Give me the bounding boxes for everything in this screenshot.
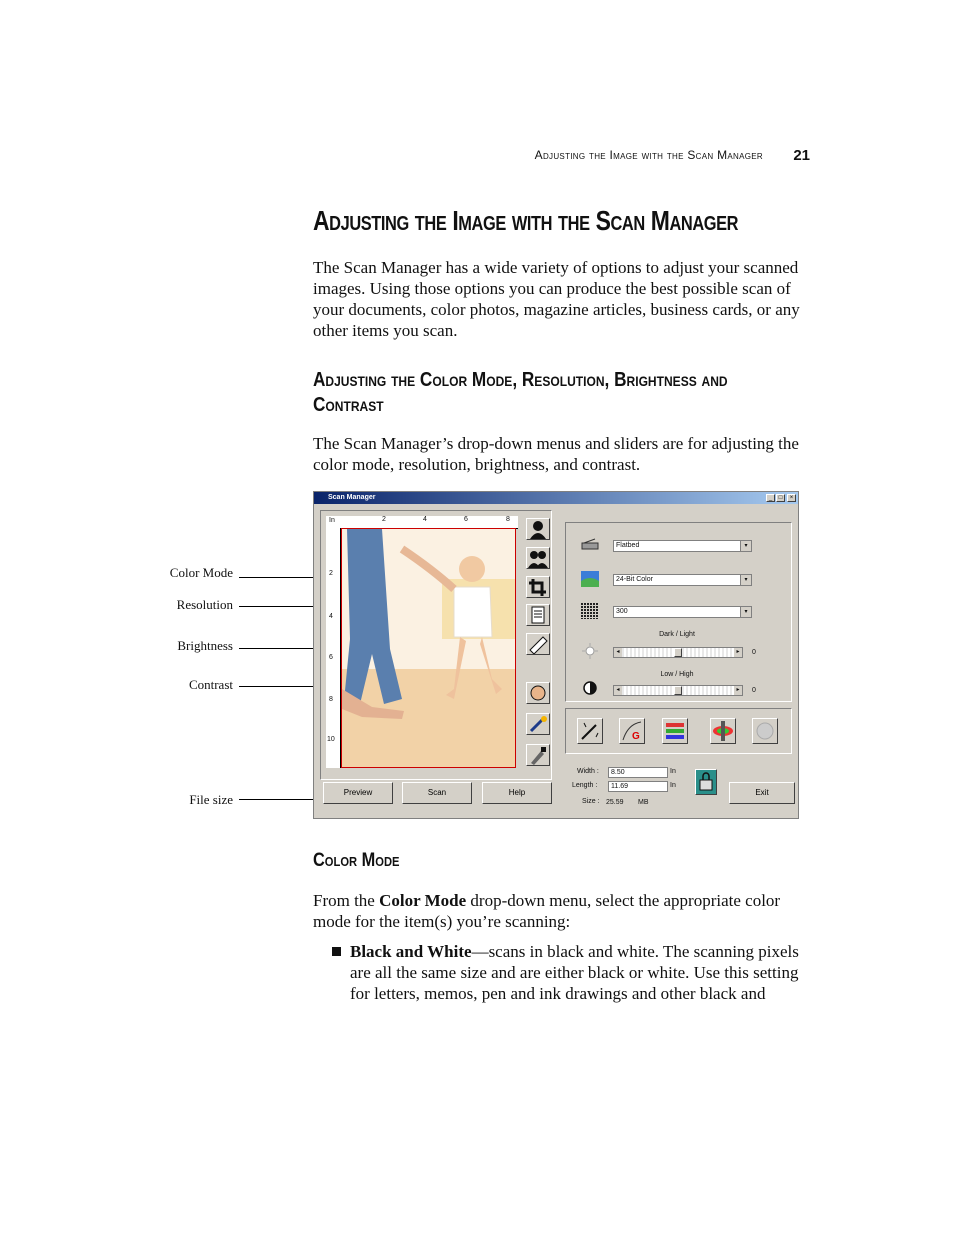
crop-button[interactable] [526, 576, 550, 598]
tool-button-1[interactable] [526, 518, 550, 540]
sharpen-button[interactable] [577, 718, 603, 744]
gamma-button[interactable] [619, 718, 645, 744]
slider-right-arrow-icon[interactable]: ▸ [734, 648, 742, 657]
bullet-text: —scans in black and white. The scanning pixels are all the same size and are either black or white. Use this setting for letters, memos, pen and ink drawings and other black and [350, 942, 799, 1003]
person-icon [527, 519, 549, 539]
width-unit: In [670, 768, 676, 775]
resolution-value: 300 [616, 608, 628, 615]
scan-manager-window [313, 491, 799, 819]
minimize-icon[interactable]: _ [766, 494, 775, 502]
ruler-left [326, 528, 341, 768]
color-mode-intro-bold: Color Mode [379, 891, 467, 910]
close-icon[interactable]: × [787, 494, 796, 502]
chevron-down-icon[interactable]: ▾ [740, 541, 751, 551]
ruler-tick: 6 [329, 654, 333, 661]
brightness-value: 0 [752, 649, 756, 656]
help-button[interactable]: Help [482, 782, 552, 804]
ruler-tick: 10 [327, 736, 335, 743]
maximize-icon[interactable]: □ [776, 494, 785, 502]
contrast-label: Low / High [660, 671, 694, 678]
subsection-paragraph: The Scan Manager’s drop-down menus and sliders are for adjusting the color mode, resolution, brightness, and contrast. [313, 434, 799, 474]
tool-button-5[interactable] [526, 633, 550, 655]
disc-icon [753, 719, 777, 743]
preview-photo-illustration [342, 529, 516, 768]
document-grid-icon [527, 605, 549, 625]
sparkle-icon [527, 714, 549, 734]
ruler-tick: 2 [329, 570, 333, 577]
ruler-unit: In [329, 517, 335, 524]
color-mode-intro-suffix: drop-down menu, select the appropriate color mode for the item(s) you’re scanning: [313, 891, 781, 931]
scanner-type-value: Flatbed [616, 542, 640, 549]
ruler-tick: 4 [329, 613, 333, 620]
people-icon [527, 548, 549, 568]
svg-text:G: G [632, 731, 640, 742]
preview-button[interactable]: Preview [323, 782, 393, 804]
lock-icon [696, 770, 716, 794]
color-wheel-icon [711, 719, 735, 743]
size-value: 25.59 [606, 799, 624, 806]
contrast-slider[interactable] [613, 685, 743, 696]
resolution-icon [581, 603, 599, 619]
running-head: Adjusting the Image with the Scan Manager [534, 148, 763, 162]
length-label: Length : [572, 782, 598, 789]
ruler-tick: 2 [382, 516, 386, 523]
intro-paragraph: The Scan Manager has a wide variety of options to adjust your scanned images. Using those options you can produce the best possible scan of your documents, color photos, magazine articles, business cards, or any other items you scan. [313, 258, 800, 340]
callout-color-mode: Color Mode [169, 565, 233, 580]
tool-button-6[interactable] [526, 682, 550, 704]
color-balance-icon [663, 719, 687, 743]
chevron-down-icon[interactable]: ▾ [740, 607, 751, 617]
brightness-slider-thumb[interactable] [674, 648, 682, 657]
hue-button[interactable] [710, 718, 736, 744]
bullet-square-icon [332, 947, 341, 956]
ruler-tick: 8 [506, 516, 510, 523]
scan-button[interactable]: Scan [402, 782, 472, 804]
gamma-curve-icon [620, 719, 644, 743]
subsection-title: Adjusting the Color Mode, Resolution, Brightness and Contrast [313, 369, 728, 416]
bullet-bold: Black and White [350, 942, 472, 961]
color-mode-title: Color Mode [313, 850, 400, 871]
disabled-tool-button[interactable] [752, 718, 778, 744]
tool-button-7[interactable] [526, 713, 550, 735]
slider-left-arrow-icon[interactable]: ◂ [614, 686, 622, 695]
contrast-slider-thumb[interactable] [674, 686, 682, 695]
face-icon [527, 683, 549, 703]
color-mode-value: 24-Bit Color [616, 576, 653, 583]
size-unit: MB [638, 799, 649, 806]
crop-icon [527, 577, 549, 597]
pen-tool-icon [578, 719, 602, 743]
width-label: Width : [577, 768, 599, 775]
slider-right-arrow-icon[interactable]: ▸ [734, 686, 742, 695]
ruler-icon [527, 634, 549, 654]
color-mode-intro-prefix: From the [313, 891, 380, 910]
lock-button[interactable] [695, 769, 717, 795]
color-mode-paragraph [313, 890, 810, 932]
sun-icon [581, 643, 599, 659]
tool-button-4[interactable] [526, 604, 550, 626]
scanner-type-select[interactable] [613, 540, 752, 552]
scanner-icon [581, 537, 599, 553]
contrast-value: 0 [752, 687, 756, 694]
tool-button-8[interactable] [526, 744, 550, 766]
window-titlebar: Scan Manager [314, 492, 798, 504]
ruler-tick: 6 [464, 516, 468, 523]
color-mode-select[interactable] [613, 574, 752, 586]
callout-file-size: File size [189, 792, 233, 807]
length-unit: In [670, 782, 676, 789]
section-title: Adjusting the Image with the Scan Manager [313, 205, 739, 236]
page-number: 21 [793, 147, 810, 164]
brightness-slider[interactable] [613, 647, 743, 658]
ruler-tick: 4 [423, 516, 427, 523]
length-input[interactable]: 11.69 [608, 781, 668, 792]
preview-image[interactable] [341, 528, 516, 768]
width-input[interactable]: 8.50 [608, 767, 668, 778]
ruler-tick: 8 [329, 696, 333, 703]
callout-brightness: Brightness [177, 638, 233, 653]
brightness-label: Dark / Light [659, 631, 695, 638]
bullet-black-and-white [350, 941, 810, 1004]
slider-left-arrow-icon[interactable]: ◂ [614, 648, 622, 657]
color-adjust-button[interactable] [662, 718, 688, 744]
chevron-down-icon[interactable]: ▾ [740, 575, 751, 585]
tool-button-2[interactable] [526, 547, 550, 569]
color-mode-icon [581, 571, 599, 587]
callout-resolution: Resolution [176, 597, 233, 612]
size-label: Size : [582, 798, 600, 805]
callout-contrast: Contrast [188, 677, 233, 692]
contrast-icon [581, 680, 599, 696]
eyedropper-icon [527, 745, 549, 765]
exit-button[interactable]: Exit [729, 782, 795, 804]
resolution-select[interactable] [613, 606, 752, 618]
